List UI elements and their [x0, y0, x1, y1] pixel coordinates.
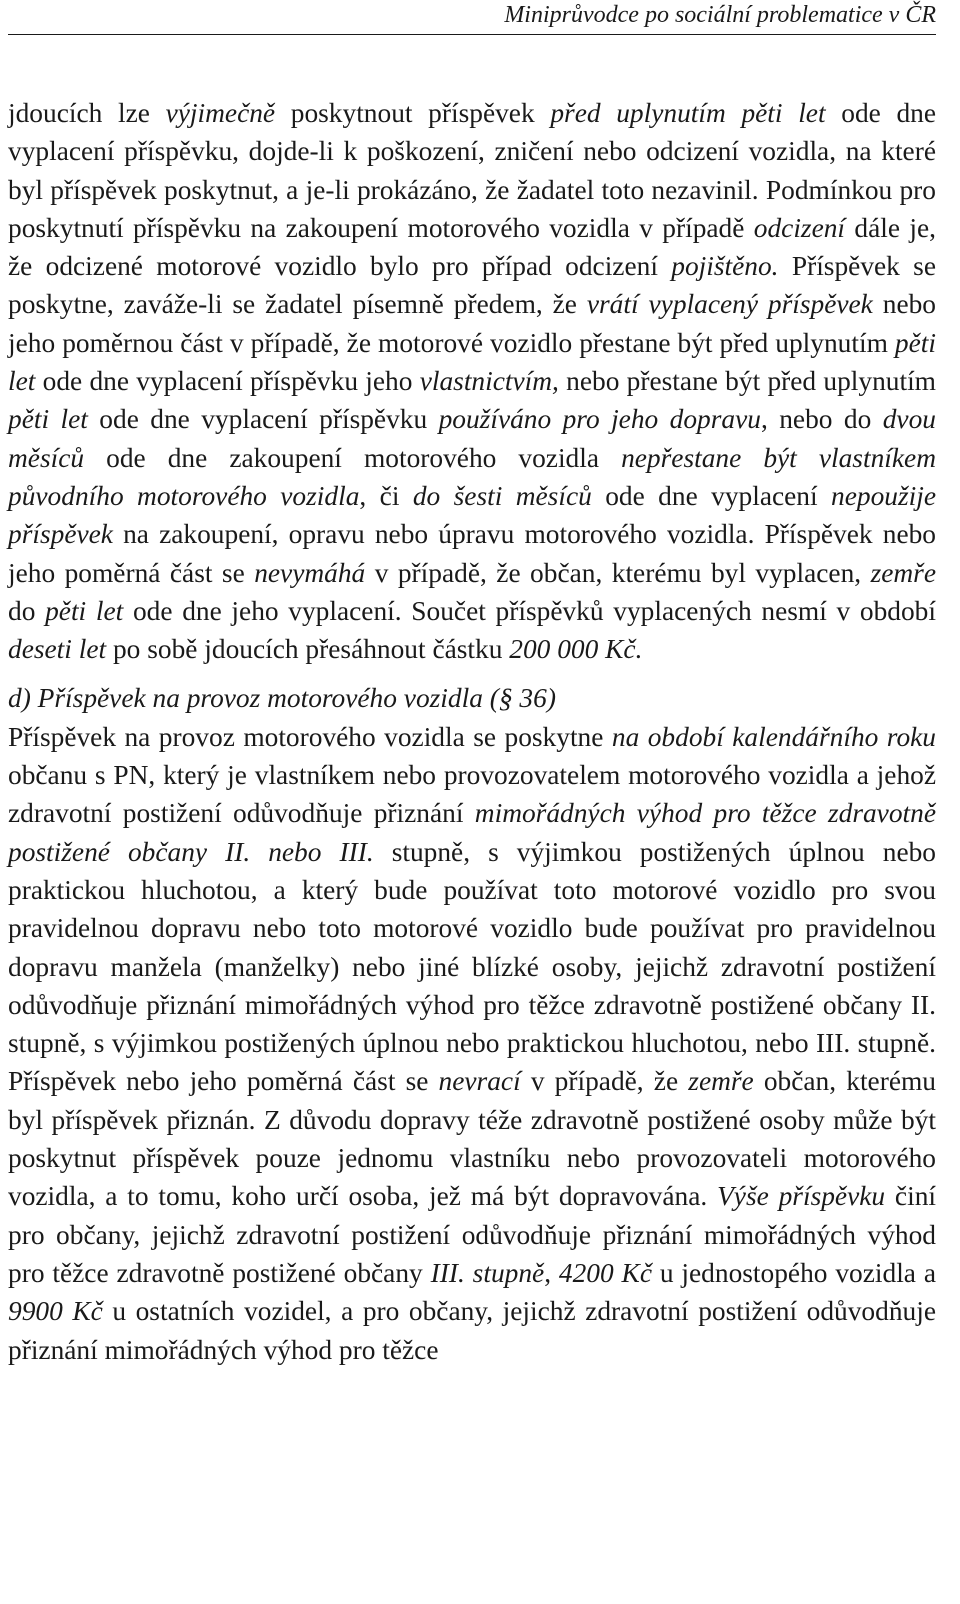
text-run: do	[8, 595, 46, 626]
emphasized-text: pěti let	[45, 595, 124, 626]
emphasized-text: pěti let	[8, 327, 936, 397]
text-run: , nebo do	[760, 404, 883, 435]
paragraph-vehicle-purchase	[8, 94, 936, 668]
text-run: ode dne jeho vyplacení. Součet příspěvků vyplacených nesmí v období	[123, 595, 936, 626]
text-run: Příspěvek na provoz motorového vozidla se poskytne	[8, 721, 612, 752]
text-run: občanu s PN, který je vlastníkem nebo provozovatelem motorového vozidla a jehož zdravotní postižení odůvodňuje přiznání	[8, 760, 936, 829]
text-run: u ostatních vozidel, a pro občany, jejichž zdravotní postižení odůvodňuje přiznání mimořádných výhod pro těžce	[8, 1296, 936, 1365]
emphasized-text: nevrací	[438, 1066, 521, 1097]
text-run: činí pro občany, jejichž zdravotní postižení odůvodňuje přiznání mimořádných výhod pro těžce zdravotně postižené občany	[8, 1181, 936, 1288]
text-run: nebo jeho poměrnou část v případě, že motorové vozidlo přestane být před uplynutím	[8, 289, 936, 358]
emphasized-text: zemře	[688, 1066, 754, 1097]
emphasized-text: zemře	[870, 557, 936, 588]
emphasized-text: odcizení	[753, 212, 846, 243]
text-run: v případě, že	[520, 1066, 689, 1097]
emphasized-text: pojištěno.	[671, 251, 779, 282]
text-run: ode dne vyplacení	[591, 480, 832, 511]
emphasized-text: 200 000 Kč.	[509, 634, 643, 665]
text-run: ,	[544, 1257, 559, 1288]
text-run: ode dne vyplacení příspěvku, dojde-li k poškození, zničení nebo odcizení vozidla, na které byl příspěvek poskytnut, a je-li prokázáno, že žadatel toto nezavinil. Podmínkou pro poskytnutí příspěvku na zakoupení motorového vozidla v případě	[8, 98, 937, 243]
text-run: nebo přestane být před uplynutím	[558, 366, 936, 397]
running-header-title: Miniprůvodce po sociální problematice v ČR	[504, 2, 936, 28]
text-run: stupně, s výjimkou postižených úplnou nebo praktickou hluchotou, a který bude používat toto motorové vozidlo pro svou pravidelnou dopravu nebo toto motorové vozidlo bude používat pro pravidelnou dopravu manžela (manželky) nebo jiné blízké osoby, jejichž zdravotní postižení odůvodňuje přiznání mimořádných výhod pro těžce zdravotně postižené občany II. stupně, s výjimkou postižených úplnou nebo praktickou hluchotou, nebo III. stupně. Příspěvek nebo jeho poměrná část se	[8, 836, 936, 1097]
text-run: , či	[359, 480, 413, 511]
text-run: Příspěvek se poskytne, zaváže-li se žadatel písemně předem, že	[8, 251, 936, 320]
text-run: po sobě jdoucích přesáhnout částku	[106, 634, 510, 665]
text-run: ode dne zakoupení motorového vozidla	[84, 442, 622, 473]
emphasized-text: mimořádných výhod pro těžce zdravotně postižené občany II. nebo III.	[8, 798, 937, 867]
emphasized-text: do šesti měsíců	[412, 480, 592, 511]
text-run: v případě, že občan, kterému byl vyplacen,	[365, 557, 871, 588]
text-run: jdoucích lze	[8, 98, 166, 128]
emphasized-text: nevymáhá	[254, 557, 366, 588]
emphasized-text: vrátí vyplacený příspěvek	[586, 289, 873, 320]
emphasized-text: před uplynutím pěti let	[550, 98, 826, 128]
text-run: na zakoupení, opravu nebo úpravu motorového vozidla. Příspěvek nebo jeho poměrná část se	[8, 519, 936, 588]
emphasized-text: vlastnictvím,	[419, 366, 559, 397]
section-heading-d	[8, 679, 936, 717]
emphasized-text: Výše příspěvku	[717, 1181, 886, 1212]
text-run: občan, kterému byl příspěvek přiznán. Z důvodu dopravy téže zdravotně postižené osoby může být poskytnut příspěvek pouze jednomu vlastníku nebo provozovateli motorového vozidla, a to tomu, koho určí osoba, jež má být dopravována.	[8, 1066, 936, 1212]
emphasized-text: pěti let	[8, 404, 88, 435]
emphasized-text: deseti let	[8, 634, 107, 665]
text-run: ode dne vyplacení příspěvku	[87, 404, 439, 435]
emphasized-text: dvou měsíců	[8, 404, 936, 473]
paragraph-vehicle-operation	[8, 718, 936, 1369]
section-heading-text: d) Příspěvek na provoz motorového vozidla (§ 36)	[8, 683, 556, 714]
text-run: poskytnout příspěvek	[275, 98, 551, 128]
emphasized-text: používáno pro jeho dopravu	[438, 404, 761, 435]
text-run: u jednostopého vozidla a	[651, 1257, 936, 1288]
text-run: ode dne vyplacení příspěvku jeho	[35, 366, 420, 397]
page-body	[8, 94, 936, 1369]
running-header	[8, 0, 936, 35]
emphasized-text: 4200 Kč	[558, 1257, 652, 1288]
emphasized-text: III. stupně	[430, 1257, 545, 1288]
emphasized-text: nepoužije příspěvek	[8, 480, 937, 550]
emphasized-text: na období kalendářního roku	[611, 721, 936, 752]
emphasized-text: 9900 Kč	[8, 1296, 103, 1327]
text-run: dále je, že odcizené motorové vozidlo bylo pro případ odcizení	[8, 212, 936, 282]
emphasized-text: výjimečně	[165, 98, 276, 128]
emphasized-text: nepřestane být vlastníkem původního motorového vozidla	[8, 442, 936, 511]
